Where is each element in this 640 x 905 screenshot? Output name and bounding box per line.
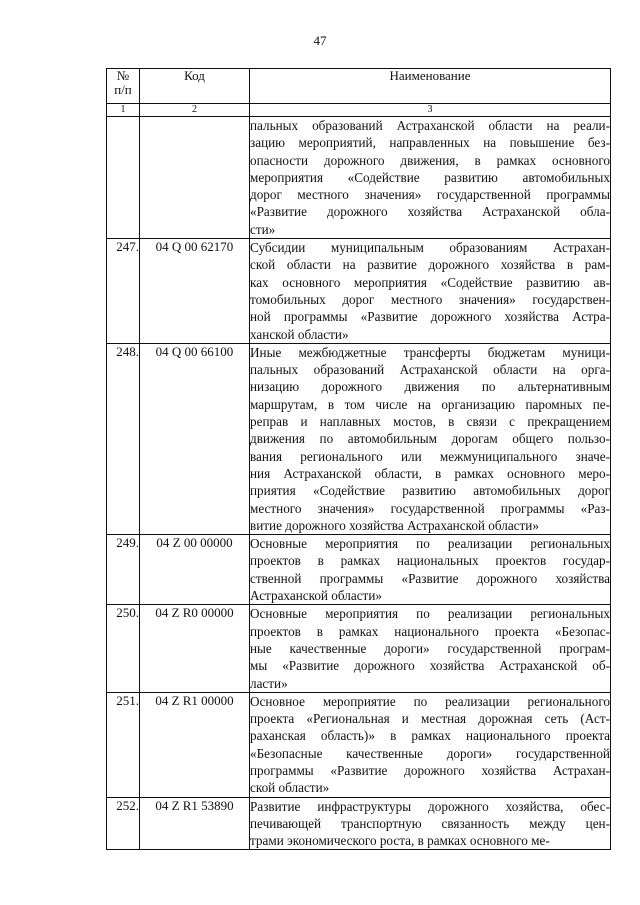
row-name-line: ханской области» [250,326,349,342]
row-name [250,605,611,692]
row-name-line: Астраханской области» [250,588,382,604]
row-name-line: ственной программы «Развитие дорожного хозяйства [250,570,610,586]
row-name-line: Основные мероприятия по реализации региональных [250,536,610,552]
row-name-line: ской области на развитие дорожного хозяйства в рам- [250,257,610,273]
row-name-line: ные качественные дороги» государственной програм- [250,640,610,656]
row-name [250,343,611,534]
row-name [250,535,611,605]
row-name [250,692,611,797]
row-code [140,117,250,239]
row-name [250,239,611,344]
row-name-line: вания регионального или межмуниципального значе- [250,448,610,464]
row-number: 252. [107,797,140,850]
row-name-line: реправ и наплавных мостов, в связи с прекращением [250,414,610,430]
table-row [107,605,611,692]
row-name-line: проектов в рамках национального проекта «Безопас- [250,623,610,639]
row-number: 249. [107,535,140,605]
budget-classification-table [106,68,611,850]
row-name-line: «Безопасные качественные дороги» государственной [250,745,610,761]
table-row [107,797,611,850]
row-code: 04 Z R1 53890 [140,797,250,850]
header-number [107,69,140,104]
column-number-2: 2 [140,104,250,117]
row-name-line: Основное мероприятие по реализации регионального [250,693,610,709]
row-number: 250. [107,605,140,692]
row-name-line: Основные мероприятия по реализации региональных [250,606,610,622]
row-name-line: местного значения» государственной программы «Раз- [250,500,610,516]
row-name-line: витие дорожного хозяйства Астраханской области» [250,517,539,533]
row-name-line: проекта «Региональная и местная дорожная сеть (Аст- [250,711,610,727]
row-code: 04 Z R0 00000 [140,605,250,692]
header-number-label: № п/п [114,68,132,97]
table-row [107,692,611,797]
row-name-line: программы «Развитие дорожного хозяйства Астрахан- [250,762,610,778]
row-name-line: зацию мероприятий, направленных на повышение без- [250,135,610,151]
row-name-line: приятия «Содействие развитию автомобильных дорог [250,483,610,499]
row-code: 04 Z R1 00000 [140,692,250,797]
row-name-line: сти» [250,221,276,237]
table-row [107,117,611,239]
row-name-line: печивающей транспортную связанность между цен- [250,815,610,831]
column-number-3: 3 [250,104,611,117]
table-body [107,117,611,850]
row-code: 04 Q 00 66100 [140,343,250,534]
row-name-line: проектов в рамках национальных проектов государ- [250,553,610,569]
row-code: 04 Q 00 62170 [140,239,250,344]
table-row [107,343,611,534]
header-name: Наименование [250,69,611,104]
column-number-1: 1 [107,104,140,117]
row-name-line: Субсидии муниципальным образованиям Астрахан- [250,240,610,256]
row-name-line: опасности дорожного движения, в рамках основного [250,152,610,168]
row-number: 251. [107,692,140,797]
row-name [250,797,611,850]
row-name-line: трами экономического роста, в рамках основного ме- [250,833,550,849]
row-name-line: ках основного мероприятия «Содействие развитию ав- [250,274,610,290]
row-name [250,117,611,239]
row-name-line: мероприятия «Содействие развитию автомобильных [250,169,610,185]
row-name-line: ской области» [250,780,330,796]
row-name-line: мы «Развитие дорожного хозяйства Астраханской об- [250,658,610,674]
row-name-line: дорог местного значения» государственной программы [250,187,610,203]
row-name-line: ласти» [250,675,288,691]
table-row [107,535,611,605]
row-number [107,117,140,239]
row-name-line: пальных образований Астраханской области на орга- [250,362,610,378]
row-number: 247. [107,239,140,344]
row-name-line: пальных образований Астраханской области на реали- [250,118,610,133]
row-name-line: «Развитие дорожного хозяйства Астраханской обла- [250,204,610,220]
table-header-row [107,69,611,104]
row-name-line: раханская область)» в рамках национального проекта [250,728,610,744]
row-name-line: Иные межбюджетные трансферты бюджетам муници- [250,344,610,360]
row-name-line: Развитие инфраструктуры дорожного хозяйства, обес- [250,798,610,814]
header-code: Код [140,69,250,104]
row-code: 04 Z 00 00000 [140,535,250,605]
row-name-line: ния Астраханской области, в рамках основного меро- [250,465,610,481]
row-name-line: маршрутам, в том числе на организацию паромных пе- [250,396,610,412]
row-name-line: движения по автомобильным дорогам общего пользо- [250,431,610,447]
row-number: 248. [107,343,140,534]
column-numbers-row [107,104,611,117]
page-number: 47 [313,33,327,48]
row-name-line: ной программы «Развитие дорожного хозяйства Астра- [250,309,610,325]
row-name-line: низацию дорожного движения по альтернативным [250,379,610,395]
table-row [107,239,611,344]
row-name-line: томобильных дорог местного значения» государствен- [250,291,610,307]
